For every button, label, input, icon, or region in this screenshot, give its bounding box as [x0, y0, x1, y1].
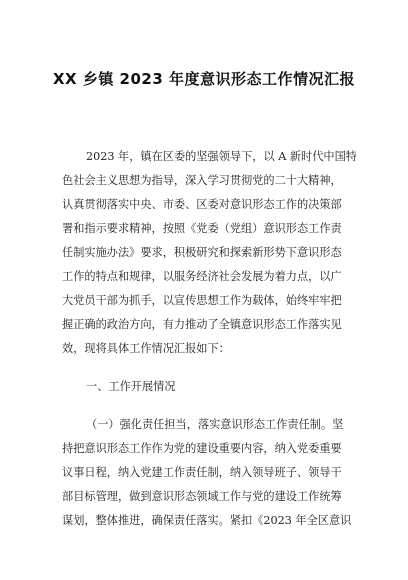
paragraph2-line-5: 谋划，整体推进，确保责任落实。紧扣《2023 年全区意识 — [62, 514, 352, 527]
paragraph1-line-1: 2023 年，镇在区委的坚强领导下，以 A 新时代中国特 — [86, 150, 357, 163]
paragraph1-line-3: 认真贯彻落实中央、市委、区委对意识形态工作的决策部 — [62, 198, 342, 211]
paragraph2-line-1: （一）强化责任担当，落实意识形态工作责任制。坚 — [86, 418, 344, 431]
paragraph1-line-5: 任制实施办法》要求，积极研究和探索新形势下意识形态 — [62, 246, 342, 259]
paragraph2-line-4: 部目标管理，做到意识形态领域工作与党的建设工作统筹 — [62, 490, 342, 503]
paragraph1-line-4: 署和指示要求精神，按照《党委（党组）意识形态工作责 — [62, 222, 342, 235]
paragraph1-line-2: 色社会主义思想为指导，深入学习贯彻党的二十大精神， — [62, 174, 342, 187]
section-heading: 一、工作开展情况 — [86, 380, 176, 393]
document-title: XX 乡镇 2023 年度意识形态工作情况汇报 — [52, 70, 356, 88]
paragraph1-line-8: 握正确的政治方向，有力推动了全镇意识形态工作落实见 — [62, 318, 342, 331]
paragraph1-line-9: 效，现将具体工作情况汇报如下： — [62, 342, 230, 355]
paragraph1-line-7: 大党员干部为抓手，以宣传思想工作为载体，始终牢牢把 — [62, 294, 342, 307]
paragraph1-line-6: 工作的特点和规律，以服务经济社会发展为着力点，以广 — [62, 270, 342, 283]
paragraph2-line-3: 议事日程，纳入党建工作责任制，纳入领导班子、领导干 — [62, 466, 342, 479]
paragraph2-line-2: 持把意识形态工作作为党的建设重要内容，纳入党委重要 — [62, 442, 342, 455]
